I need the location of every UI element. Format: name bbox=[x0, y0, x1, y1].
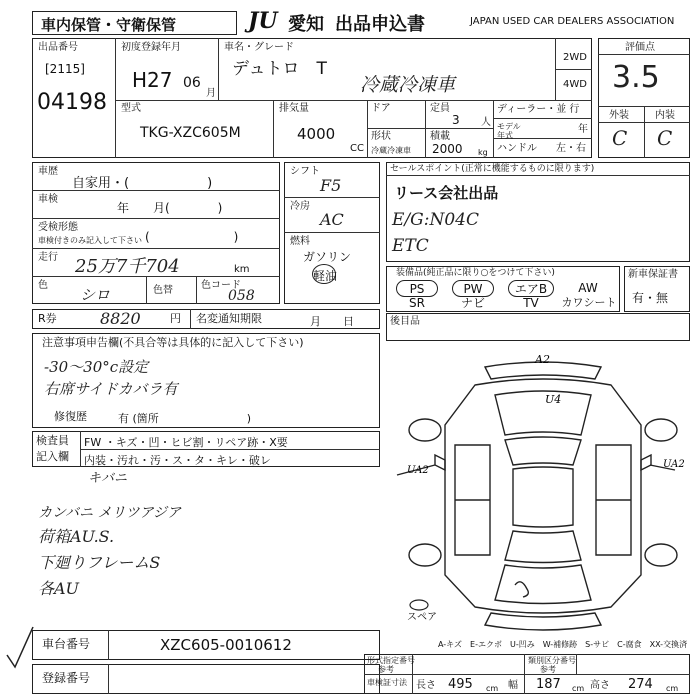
freeform-line-3: 下廻りフレームS bbox=[38, 553, 161, 572]
sales-points-label: セールスポイント(正常に機能するものに限ります) bbox=[390, 164, 595, 174]
association-name: JAPAN USED CAR DEALERS ASSOCIATION bbox=[470, 16, 675, 27]
drive-2wd: 2WD bbox=[563, 52, 587, 63]
equip-aw: AW bbox=[578, 281, 598, 295]
equip-airbag: エアB bbox=[508, 280, 554, 297]
load-unit: kg bbox=[478, 148, 488, 157]
spare-tire-label: スペア bbox=[407, 612, 437, 623]
storage-title: 車内保管・守衛保管 bbox=[41, 16, 177, 34]
color-code-label: 色コード bbox=[201, 280, 241, 291]
capacity-value: 3 bbox=[452, 113, 460, 127]
model-year-label: モデル 年式 bbox=[497, 122, 521, 140]
diagram-mark-hood: U4 bbox=[545, 393, 562, 406]
model-code: TKG-XZC605M bbox=[140, 125, 241, 141]
fuel-diesel: 軽油 bbox=[313, 269, 338, 283]
fuel-circle bbox=[312, 264, 336, 284]
inspector-label-1: 検査員 bbox=[36, 434, 69, 447]
shift-value: F5 bbox=[320, 176, 342, 195]
method-value: ( ) bbox=[145, 230, 239, 244]
score-label: 評価点 bbox=[625, 42, 655, 53]
equip-ps: PS bbox=[396, 280, 438, 297]
tax-notice-label: 名変通知期限 bbox=[196, 312, 262, 325]
backseat-label: 後目品 bbox=[390, 316, 420, 327]
inspector-row-1: FW ・キズ・凹・ヒビ割・リペア跡・X要 bbox=[84, 436, 288, 449]
spare-tire-icon bbox=[408, 598, 430, 612]
damage-legend: A-キズ E-エクボ U-凹み W-補修跡 S-サビ C-腐食 XX-交換済 bbox=[438, 640, 688, 649]
listing-number-label: 出品番号 bbox=[38, 42, 78, 53]
width-label: 幅 bbox=[508, 680, 518, 691]
tax-unit: 円 bbox=[170, 312, 181, 325]
listing-bracket-code: [2115] bbox=[45, 62, 85, 76]
inspection-label: 車検 bbox=[38, 194, 58, 205]
org-name: 愛知 bbox=[288, 14, 324, 35]
load-value: 2000 bbox=[432, 142, 463, 156]
length-label: 長さ bbox=[416, 680, 436, 691]
length-unit: cm bbox=[486, 684, 499, 693]
notes-line-1: -30～30°c設定 bbox=[44, 358, 149, 376]
diagram-mark-front: A2 bbox=[535, 353, 550, 366]
listing-number: 04198 bbox=[37, 90, 107, 115]
registration-number-label: 登録番号 bbox=[42, 671, 91, 685]
exterior-label: 外装 bbox=[609, 110, 629, 121]
equip-pw: PW bbox=[452, 280, 494, 297]
fuel-label: 燃料 bbox=[290, 236, 310, 247]
form-title: 出品申込書 bbox=[335, 14, 425, 35]
handle-options: 左・右 bbox=[556, 143, 586, 154]
interior-grade: C bbox=[657, 126, 673, 150]
registration-year: H27 bbox=[132, 68, 173, 92]
inspector-scribble: キバニ bbox=[88, 471, 128, 486]
repaint-label: 色替 bbox=[153, 285, 173, 296]
vehicle-body-handwritten: 冷蔵冷凍車 bbox=[360, 74, 456, 96]
capacity-label: 定員 bbox=[430, 103, 450, 114]
ac-value: AC bbox=[320, 210, 344, 229]
shape-value: 冷蔵冷凍車 bbox=[371, 146, 411, 155]
inspector-row-2: 内装・汚れ・汚・ス・タ・キレ・破レ bbox=[84, 454, 271, 467]
registration-label: 初度登録年月 bbox=[121, 42, 181, 53]
handle-label: ハンドル bbox=[497, 143, 537, 154]
shift-label: シフト bbox=[290, 166, 320, 177]
door-label: ドア bbox=[371, 103, 391, 114]
notes-line-2: 右席サイドカバラ有 bbox=[44, 380, 178, 398]
score-value: 3.5 bbox=[612, 60, 660, 95]
equip-tv: TV bbox=[523, 296, 539, 310]
chassis-value: XZC605-0010612 bbox=[160, 636, 292, 654]
sales-line-engine: E/G:N04C bbox=[392, 210, 479, 230]
history-label: 車歴 bbox=[38, 166, 58, 177]
size-label: 車検証寸法 bbox=[367, 678, 407, 687]
ref-label-1: 参考 bbox=[378, 665, 394, 674]
height-value: 274 bbox=[628, 677, 653, 692]
sales-line-etc: ETC bbox=[392, 236, 429, 256]
tax-label: R券 bbox=[38, 312, 57, 325]
method-note: 車検付きのみ記入して下さい bbox=[38, 236, 142, 245]
freeform-line-2: 荷箱AU.S. bbox=[38, 527, 115, 546]
method-label: 受検形態 bbox=[38, 222, 78, 233]
color-code-value: 058 bbox=[228, 288, 255, 304]
year-unit: 年 bbox=[578, 124, 588, 135]
shape-label: 形状 bbox=[371, 131, 391, 142]
ac-label: 冷房 bbox=[290, 201, 310, 212]
ju-logo: JU bbox=[248, 8, 278, 34]
mileage-label: 走行 bbox=[38, 252, 58, 263]
dealer-label: ディーラー・並 行 bbox=[497, 104, 580, 115]
chassis-label: 車台番号 bbox=[42, 637, 91, 651]
fuel-gasoline: ガソリン bbox=[303, 250, 352, 264]
car-damage-diagram bbox=[395, 345, 690, 635]
sales-headline: リース会社出品 bbox=[394, 184, 499, 202]
height-label: 高さ bbox=[590, 680, 610, 691]
displacement-label: 排気量 bbox=[279, 103, 309, 114]
inspection-value: 年 月( ) bbox=[117, 201, 223, 215]
checkmark-scribble bbox=[5, 625, 35, 670]
type-spec-label: 形式指定番号 bbox=[367, 656, 415, 665]
load-label: 積載 bbox=[430, 131, 450, 142]
diagram-mark-right: UA2 bbox=[663, 459, 685, 470]
equip-navi: ナビ bbox=[460, 296, 485, 310]
capacity-unit: 人 bbox=[481, 117, 491, 128]
registration-month: 06 bbox=[183, 75, 201, 91]
length-value: 495 bbox=[448, 677, 473, 692]
repair-history-label: 修復歴 bbox=[54, 410, 87, 423]
tax-notice-value: 月 日 bbox=[310, 315, 354, 328]
tax-value: 8820 bbox=[100, 309, 141, 328]
new-car-warranty-value: 有・無 bbox=[632, 291, 669, 305]
mileage-unit: km bbox=[234, 264, 250, 275]
displacement-unit: CC bbox=[350, 143, 364, 154]
mileage-value: 25万7千704 bbox=[75, 256, 180, 277]
color-value: シロ bbox=[80, 286, 111, 304]
displacement: 4000 bbox=[297, 125, 336, 143]
equipment-label: 装備品(純正品に限り○をつけて下さい) bbox=[396, 268, 555, 278]
exterior-grade: C bbox=[612, 126, 628, 150]
notes-label: 注意事項申告欄(不具合等は具体的に記入して下さい) bbox=[42, 336, 304, 349]
drive-4wd: 4WD bbox=[563, 79, 587, 90]
equip-kawa-seat: カワシート bbox=[561, 296, 617, 309]
registration-month-unit: 月 bbox=[206, 88, 216, 99]
height-unit: cm bbox=[666, 684, 679, 693]
color-label: 色 bbox=[38, 280, 48, 291]
interior-label: 内装 bbox=[655, 110, 675, 121]
vehicle-name: デュトロ T bbox=[232, 59, 327, 79]
freeform-line-1: カンバニ メリツアジア bbox=[38, 505, 181, 521]
width-unit: cm bbox=[572, 684, 585, 693]
backseat-block bbox=[386, 313, 690, 341]
model-label: 型式 bbox=[121, 103, 141, 114]
equip-sr: SR bbox=[409, 296, 425, 310]
repair-history-value: 有 (箇所 ) bbox=[118, 412, 252, 425]
vehicle-name-label: 車名・グレード bbox=[224, 42, 294, 53]
category-label: 類別区分番号 bbox=[528, 656, 576, 665]
storage-title-box bbox=[32, 11, 237, 35]
ref-label-2: 参考 bbox=[540, 665, 556, 674]
history-value: 自家用・( ) bbox=[72, 176, 213, 191]
new-car-warranty-label: 新車保証書 bbox=[628, 269, 678, 280]
diagram-mark-left: UA2 bbox=[407, 465, 429, 476]
freeform-line-4: 各AU bbox=[38, 579, 80, 598]
width-value: 187 bbox=[536, 677, 561, 692]
inspector-label-2: 記入欄 bbox=[36, 450, 69, 463]
